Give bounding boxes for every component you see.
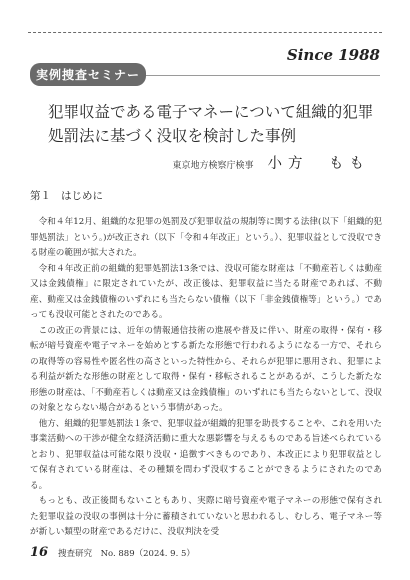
author-affiliation: 東京地方検察庁検事 bbox=[172, 161, 254, 171]
paragraph: この改正の背景には、近年の情報通信技術の進展や普及に伴い、財産の取得・保有・移転が暗号資産や電子マネーを始めとする新たな形態で行われるようになる一方で、それらの取得等の容易性や匿名性の高さといった特性から、それらが犯罪に悪用され、犯罪による利益が新たな形態の財産として取得・保有・移転されることがあるが、こうした新たな形態の財産は、「不動産若しくは動産又は金銭債権」のいずれにも当たらないとして、没収の対象とならない場合があるという事情があった。 bbox=[30, 325, 382, 413]
author-block bbox=[172, 152, 370, 173]
series-badge: 実例捜査セミナー bbox=[30, 63, 146, 86]
article-body bbox=[30, 188, 382, 541]
paragraph: 他方、組織的犯罪処罰法１条で、犯罪収益が組織的犯罪を助長することや、これを用いた事業活動への干渉が健全な経済活動に重大な悪影響を与えるものである旨述べられているとおり、犯罪収益は可能な限り没収・追徴すべきものであり、本改正により犯罪収益として保有されている財産は、その種類を問わず没収することができるようにされたのである。 bbox=[30, 418, 383, 491]
section-heading bbox=[30, 188, 382, 203]
paragraph: もっとも、改正後間もないこともあり、実際に暗号資産や電子マネーの形態で保有された犯罪収益の没収の事例は十分に蓄積されていないと思われるし、むしろ、電子マネー等が新しい類型の財産であるだけに、没収判決を受 bbox=[30, 496, 382, 537]
page-number: 16 bbox=[30, 545, 49, 560]
section-number: 第１ bbox=[30, 190, 51, 202]
paragraph: 令和４年12月、組織的な犯罪の処罰及び犯罪収益の規制等に関する法律(以下「組織的犯罪処罰法」という。)が改正され（以下「令和４年改正」という。）、犯罪収益として没収できる財産の範囲が拡大された。 bbox=[30, 217, 382, 258]
author-name: 小方 もも bbox=[267, 156, 370, 172]
article-title: 犯罪収益である電子マネーについて組織的犯罪処罰法に基づく没収を検討した事例 bbox=[48, 103, 374, 145]
paragraph: 令和４年改正前の組織的犯罪処罰法13条では、没収可能な財産は「不動産若しくは動産又は金銭債権」に限定されていたが、改正後は、犯罪収益に当たる財産であれば、不動産、動産又は金銭債権のいずれにも当たらない債権（以下「非金銭債権等」という。）であっても没収可能とされたのである。 bbox=[30, 263, 382, 320]
section-heading-text: はじめに bbox=[61, 190, 103, 202]
page-footer bbox=[30, 545, 195, 560]
top-dashed-rule bbox=[28, 32, 382, 33]
journal-citation: 捜査研究 No. 889（2024. 9. 5） bbox=[58, 549, 195, 559]
since-label: Since 1988 bbox=[286, 46, 380, 64]
